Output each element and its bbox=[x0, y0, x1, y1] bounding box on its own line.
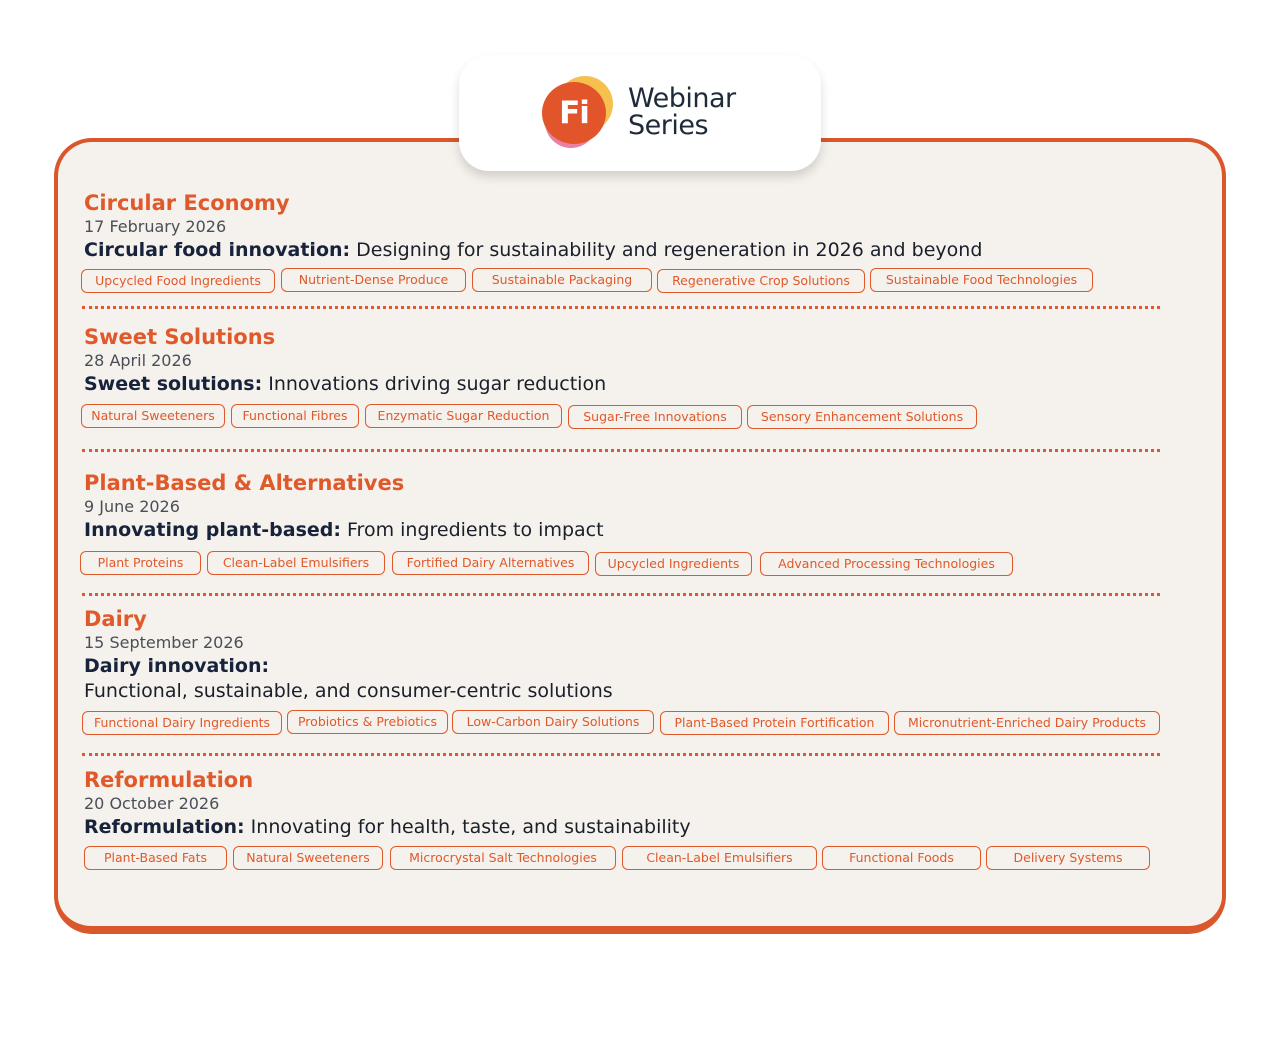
tag: Clean-Label Emulsifiers bbox=[622, 846, 817, 870]
section-reformulation bbox=[84, 767, 1164, 840]
section-date: 17 February 2026 bbox=[84, 217, 227, 236]
tag: Functional Foods bbox=[822, 846, 981, 870]
tag: Probiotics & Prebiotics bbox=[287, 710, 448, 734]
section-description bbox=[84, 372, 1164, 397]
section-title: Plant-Based & Alternatives bbox=[84, 471, 405, 495]
tag: Natural Sweeteners bbox=[81, 404, 225, 428]
section-description-text: Designing for sustainability and regeneration in 2026 and beyond bbox=[350, 239, 983, 261]
section-description-lead bbox=[84, 654, 1164, 679]
tag: Plant Proteins bbox=[80, 551, 201, 575]
tag: Plant-Based Protein Fortification bbox=[660, 711, 889, 735]
tag: Delivery Systems bbox=[986, 846, 1150, 870]
section-title: Sweet Solutions bbox=[84, 325, 276, 349]
logo-title-line1: Webinar bbox=[628, 83, 736, 114]
section-description-lead-text: Dairy innovation: bbox=[84, 655, 270, 677]
section-description bbox=[84, 518, 1164, 543]
section-divider bbox=[82, 753, 1160, 756]
tag: Sensory Enhancement Solutions bbox=[747, 405, 977, 429]
tag: Micronutrient-Enriched Dairy Products bbox=[894, 711, 1160, 735]
section-title: Reformulation bbox=[84, 768, 254, 792]
tag: Enzymatic Sugar Reduction bbox=[365, 404, 562, 428]
tag: Natural Sweeteners bbox=[233, 846, 383, 870]
tag: Upcycled Food Ingredients bbox=[81, 269, 275, 293]
logo-title-line2: Series bbox=[628, 110, 709, 141]
tag: Sugar-Free Innovations bbox=[568, 405, 742, 429]
section-description bbox=[84, 815, 1164, 840]
section-sweet-solutions bbox=[84, 324, 1164, 397]
tag: Functional Dairy Ingredients bbox=[82, 711, 282, 735]
section-divider bbox=[82, 449, 1160, 452]
tag: Functional Fibres bbox=[231, 404, 359, 428]
section-date: 9 June 2026 bbox=[84, 497, 180, 516]
section-date: 15 September 2026 bbox=[84, 633, 244, 652]
section-date: 20 October 2026 bbox=[84, 794, 220, 813]
logo-title bbox=[628, 85, 736, 139]
tag: Microcrystal Salt Technologies bbox=[390, 846, 616, 870]
section-divider bbox=[82, 593, 1160, 596]
tag: Sustainable Packaging bbox=[472, 268, 652, 292]
section-description-lead: Innovating plant-based: bbox=[84, 519, 341, 541]
section-description-text: Innovations driving sugar reduction bbox=[262, 373, 607, 395]
section-description-lead: Sweet solutions: bbox=[84, 373, 263, 395]
tag: Plant-Based Fats bbox=[84, 846, 227, 870]
tag: Nutrient-Dense Produce bbox=[281, 268, 466, 292]
tag: Clean-Label Emulsifiers bbox=[207, 551, 385, 575]
section-description bbox=[84, 238, 1164, 263]
section-description-text: Functional, sustainable, and consumer-centric solutions bbox=[84, 680, 613, 702]
tag: Advanced Processing Technologies bbox=[760, 552, 1013, 576]
logo-badge bbox=[459, 55, 821, 171]
section-description-text: From ingredients to impact bbox=[340, 519, 604, 541]
section-description-text: Innovating for health, taste, and sustainability bbox=[244, 816, 691, 838]
tag: Fortified Dairy Alternatives bbox=[392, 551, 589, 575]
section-circular-economy bbox=[84, 190, 1164, 263]
section-dairy bbox=[84, 606, 1164, 704]
tag: Sustainable Food Technologies bbox=[870, 268, 1093, 292]
section-divider bbox=[82, 306, 1160, 309]
tag: Regenerative Crop Solutions bbox=[657, 269, 865, 293]
tag: Upcycled Ingredients bbox=[595, 552, 752, 576]
tag: Low-Carbon Dairy Solutions bbox=[452, 710, 654, 734]
section-description-lead: Reformulation: bbox=[84, 816, 245, 838]
section-description-lead: Circular food innovation: bbox=[84, 239, 351, 261]
logo-mark-text: Fi bbox=[559, 95, 589, 131]
section-date: 28 April 2026 bbox=[84, 351, 192, 370]
section-plant-based bbox=[84, 470, 1164, 543]
section-title: Dairy bbox=[84, 607, 147, 631]
fi-logo-icon bbox=[539, 74, 617, 152]
section-title: Circular Economy bbox=[84, 191, 290, 215]
